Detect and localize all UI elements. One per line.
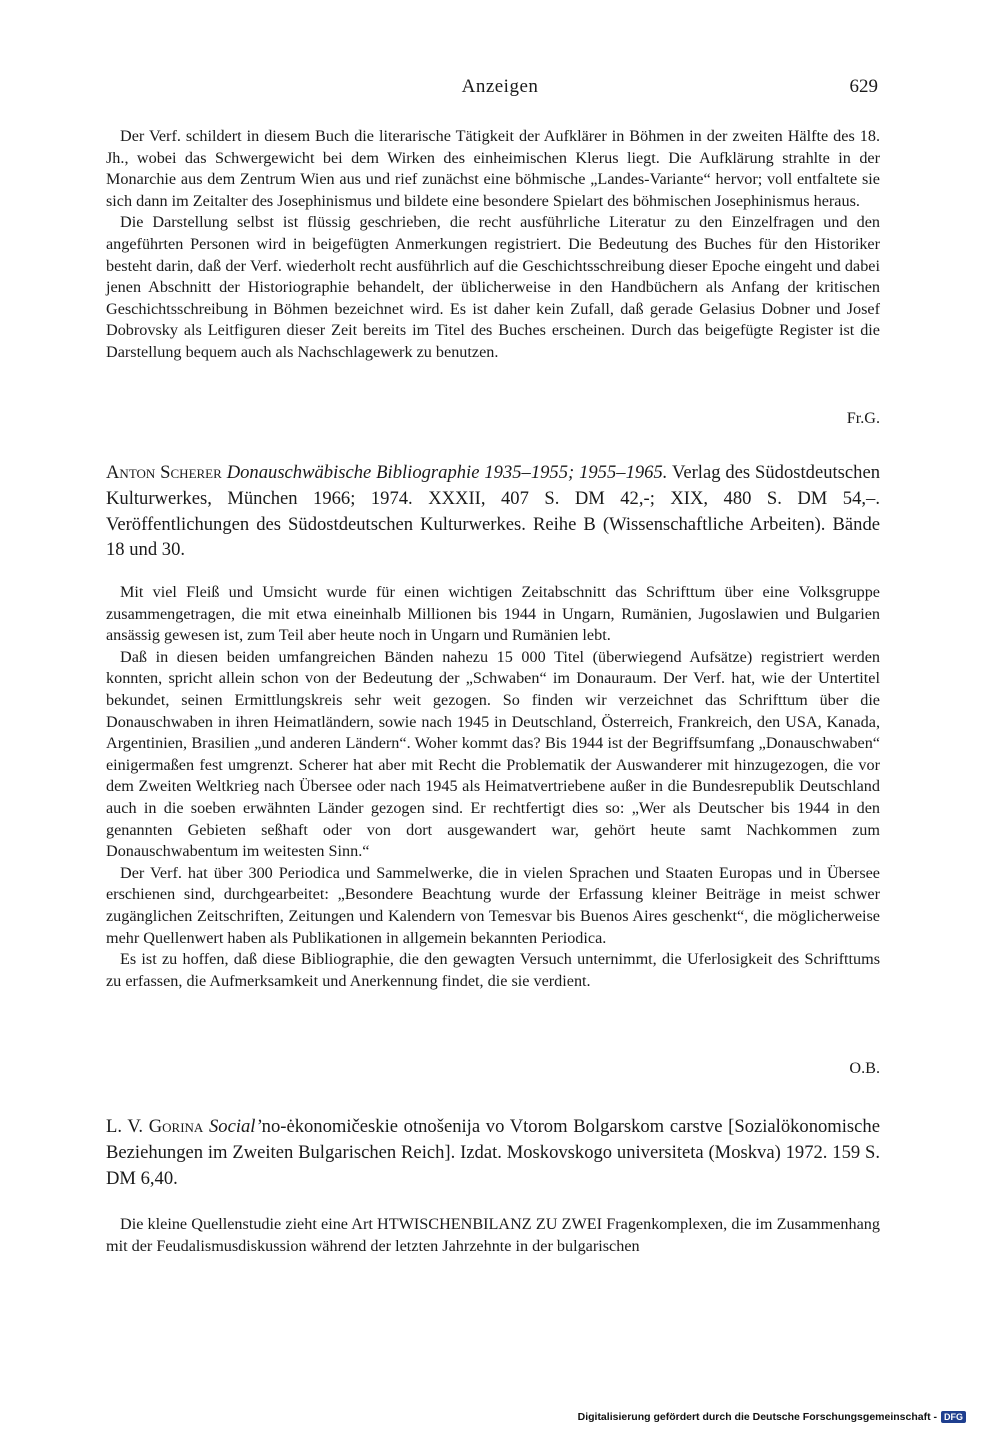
entry-author: L. V. Gorina — [106, 1116, 204, 1137]
reviewer-initials: O.B. — [849, 1059, 880, 1077]
page-number: 629 — [849, 76, 878, 97]
entry-details: Verlag des Südostdeutschen Kulturwerkes, München 1966; 1974. XXXII, 407 S. DM 42,-; XIX, 480 S. DM 54,–. Veröffentlichungen des Südostdeutschen Kulturwerkes. Reihe B (Wissenschaftliche Arbeiten). Bände 18 und 30. — [106, 462, 881, 561]
entry-title: Social’ — [209, 1116, 262, 1137]
entry-title: Donauschwäbische Bibliographie 1935–1955; 1955–1965. — [226, 462, 668, 483]
footer-text: Digitalisierung gefördert durch die Deutsche Forschungsgemeinschaft - — [577, 1411, 937, 1423]
reviewer-initials: Fr.G. — [846, 409, 880, 427]
review-3 — [106, 1214, 880, 1257]
review-2 — [106, 582, 880, 992]
review-1-paragraph: Die Darstellung selbst ist flüssig geschrieben, die recht ausführliche Literatur zu den Einzelfragen und den angeführten Personen wird in beigefügten Anmerkungen registriert. Die Bedeutung des Buches für den Historiker besteht darin, daß der Verf. wiederholt recht ausführlich auf die Geschichtsschreibung dieser Epoche eingeht und dabei jenen Abschnitt der Historiographie behandelt, der üblicherweise in den Handbüchern als Anfang der kritischen Geschichtsschreibung in Böhmen bezeichnet wird. Es ist daher kein Zufall, daß gerade Gelasius Dobner und Josef Dobrovsky als Leitfiguren dieser Zeit bereits im Titel des Buches erscheinen. Durch das beigefügte Register ist die Darstellung bequem auch als Nachschlagewerk zu benutzen. — [106, 213, 880, 361]
review-3-paragraph: Die kleine Quellenstudie zieht eine Art HTWISCHENBILANZ ZU ZWEI Fragenkomplexen, die im Zusammenhang mit der Feudalismusdiskussion während der letzten Jahrzehnte in der bulgarischen — [106, 1215, 880, 1255]
entry-details: no-ėkonomičeskie otnošenija vo Vtorom Bolgarskom carstve [Sozialökonomische Beziehungen im Zweiten Bulgarischen Reich]. Izdat. Moskovskogo universiteta (Moskva) 1972. 159 S. DM 6,40. — [106, 1116, 880, 1189]
digitization-footer — [578, 1409, 966, 1425]
bibliographic-entry-2 — [106, 460, 880, 563]
running-header: Anzeigen — [461, 76, 539, 97]
review-1-paragraph: Der Verf. schildert in diesem Buch die literarische Tätigkeit der Aufklärer in Böhmen in der zweiten Hälfte des 18. Jh., wobei das Schwergewicht bei dem Wirken des einheimischen Klerus liegt. Die Aufklärung strahlte in der Monarchie aus dem Zentrum Wien aus und rief zunächst eine böhmische „Landes-Variante“ hervor; voll entfaltete sie sich dann im Zeitalter des Josephinismus und bildete eine besondere Spielart des böhmischen Josephinismus heraus. — [106, 127, 880, 210]
bibliographic-entry-3 — [106, 1114, 880, 1191]
entry-author: Anton Scherer — [106, 462, 222, 483]
dfg-logo-icon: DFG — [941, 1411, 966, 1423]
review-2-paragraph: Es ist zu hoffen, daß diese Bibliographie, die den gewagten Versuch unternimmt, die Uferlosigkeit des Schrifttums zu erfassen, die Aufmerksamkeit und Anerkennung findet, die sie verdient. — [106, 950, 880, 990]
review-2-paragraph: Mit viel Fleiß und Umsicht wurde für einen wichtigen Zeitabschnitt das Schrifttum über eine Volksgruppe zusammengetragen, die mit etwa eineinhalb Millionen bis 1944 in Ungarn, Rumänien, Jugoslawien und Bulgarien ansässig gewesen ist, zum Teil aber heute noch in Ungarn und Rumänien lebt. — [106, 583, 880, 645]
review-2-paragraph: Daß in diesen beiden umfangreichen Bänden nahezu 15 000 Titel (überwiegend Aufsätze) registriert werden konnten, spricht allein schon von der Bedeutung der „Schwaben“ im Donauraum. Der Verf. hat, wie der Untertitel bekundet, seinen Ermittlungskreis sehr weit gezogen. So finden wir verzeichnet das Schrifttum über die Donauschwaben in ihren Heimatländern, sowie nach 1945 in Deutschland, Österreich, Frankreich, den USA, Kanada, Argentinien, Brasilien „und anderen Ländern“. Woher kommt das? Bis 1944 ist der Begriffsumfang „Donauschwaben“ einigermaßen fest umgrenzt. Scherer hat aber mit Recht die Problematik der Auswanderer mit hinzugezogen, die vor dem Zweiten Weltkrieg nach Übersee oder nach 1945 als Heimatvertriebene außer in die Bundesrepublik Deutschland auch in die soeben erwähnten Länder gezogen sind. Er rechtfertigt dies so: „Wer als Deutscher bis 1944 in den genannten Gebieten seßhaft oder von dort ausgewandert war, gehört heute samt Nachkommen zum Donauschwabentum im weitesten Sinn.“ — [106, 647, 880, 861]
entry-citation — [106, 1114, 880, 1191]
entry-citation — [106, 460, 880, 563]
review-2-paragraph: Der Verf. hat über 300 Periodica und Sammelwerke, die in vielen Sprachen und Staaten Europas und in Übersee erschienen sind, durchgearbeitet: „Besondere Beachtung wurde der Erfassung kleiner Beiträge in meist schwer zugänglichen Zeitschriften, Zeitungen und Kalendern von Temesvar bis Buenos Aires geschenkt“, die möglicherweise mehr Quellenwert haben als Publikationen in allgemein bekannten Periodica. — [106, 863, 880, 947]
review-1 — [106, 126, 880, 364]
